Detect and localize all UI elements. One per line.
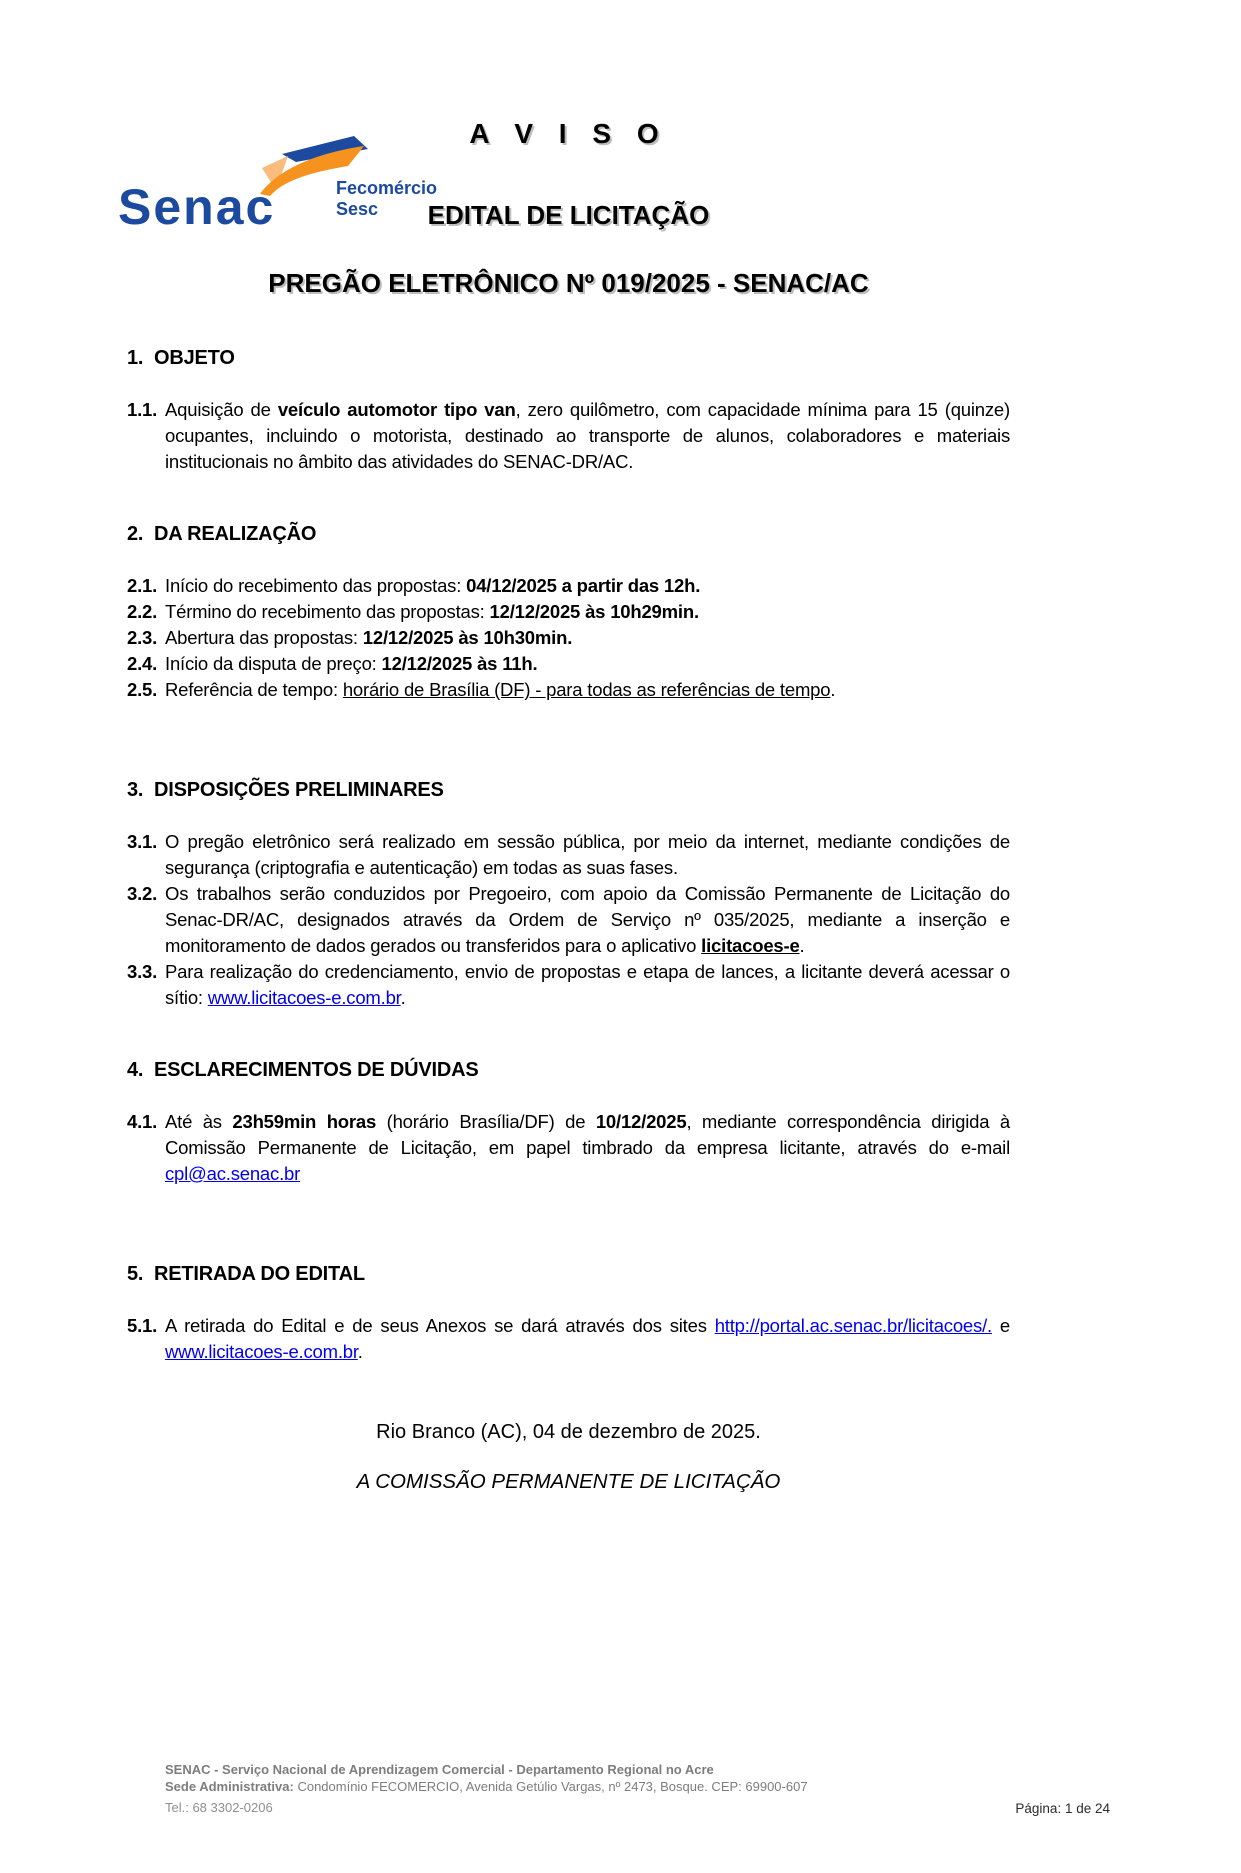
- section-heading: [127, 1263, 1010, 1286]
- text-run: O pregão eletrônico será realizado em sessão pública, por meio da internet, mediante condições de segurança (criptografia e autenticação) em todas as suas fases.: [165, 831, 1010, 878]
- section-title: RETIRADA DO EDITAL: [154, 1263, 365, 1285]
- section-4: [127, 1059, 1010, 1187]
- item-text: [165, 1109, 1010, 1187]
- footer-phone-line: Tel.: 68 3302-0206: [165, 1800, 273, 1815]
- section-title: DISPOSIÇÕES PRELIMINARES: [154, 779, 444, 801]
- text-run: 23h59min horas: [232, 1111, 377, 1132]
- text-run: , zero quilômetro, com capacidade mínima para 15 (quinze) ocupantes, incluindo o motorista, destinado ao transporte de alunos, colaboradores e materiais institucionais no âmbito das atividades do SENAC-DR/AC.: [165, 399, 1010, 472]
- list-item: [127, 651, 1010, 677]
- item-text: [165, 881, 1010, 959]
- text-run: .: [400, 987, 406, 1008]
- list-item: [127, 881, 1010, 959]
- section-number: 3.: [127, 779, 144, 801]
- section-heading: [127, 523, 1010, 546]
- text-run: (horário Brasília/DF) de: [376, 1111, 596, 1132]
- hyperlink[interactable]: www.licitacoes-e.com.br: [207, 987, 401, 1008]
- text-run: licitacoes-e: [701, 935, 800, 956]
- item-text: [165, 677, 1010, 703]
- place-date-line: Rio Branco (AC), 04 de dezembro de 2025.: [376, 1421, 761, 1443]
- section-number: 1.: [127, 347, 144, 369]
- text-run: Abertura das propostas:: [165, 627, 363, 648]
- text-run: .: [357, 1341, 363, 1362]
- item-text: [165, 573, 1010, 599]
- item-text: [165, 397, 1010, 475]
- document-body: [127, 347, 1010, 1365]
- section-5: [127, 1263, 1010, 1365]
- item-text: [165, 651, 1010, 677]
- signature-line: A COMISSÃO PERMANENTE DE LICITAÇÃO: [356, 1470, 781, 1493]
- pregao-reference: PREGÃO ELETRÔNICO Nº 019/2025 - SENAC/AC: [268, 268, 869, 298]
- text-run: Aquisição de: [165, 399, 278, 420]
- text-run: 04/12/2025 a partir das 12h.: [466, 575, 701, 596]
- text-run: , mediante correspondência dirigida à Comissão Permanente de Licitação, em papel timbrado da empresa licitante, através do e-mail: [165, 1111, 1010, 1158]
- footer-address-label: Sede Administrativa:: [165, 1779, 294, 1794]
- list-item: [127, 599, 1010, 625]
- section-3: [127, 779, 1010, 1011]
- document-page: [0, 118, 1241, 1873]
- section-2: [127, 523, 1010, 703]
- item-text: [165, 599, 1010, 625]
- item-number: 2.3.: [127, 627, 158, 648]
- item-number: 3.2.: [127, 883, 158, 904]
- list-item: [127, 397, 1010, 475]
- text-run: Para realização do credenciamento, envio de propostas e etapa de lances, a licitante deverá acessar o sítio:: [165, 961, 1010, 1008]
- footer-org-line: SENAC - Serviço Nacional de Aprendizagem Comercial - Departamento Regional no Acre: [165, 1762, 714, 1777]
- logo-fecomercio-label: Fecomércio: [336, 178, 438, 198]
- text-run: veículo automotor tipo van: [277, 399, 516, 420]
- item-text: [165, 1313, 1010, 1365]
- text-run: horário de Brasília (DF) - para todas as referências de tempo: [342, 679, 831, 700]
- item-number: 1.1.: [127, 399, 158, 420]
- logo-partner-text: [336, 178, 437, 220]
- hyperlink[interactable]: http://portal.ac.senac.br/licitacoes/.: [714, 1315, 992, 1336]
- section-1: [127, 347, 1010, 475]
- logo-brand-text: Senac: [118, 179, 276, 235]
- item-number: 2.5.: [127, 679, 158, 700]
- item-number: 3.1.: [127, 831, 158, 852]
- notice-title: A V I S O: [469, 118, 668, 149]
- list-item: [127, 573, 1010, 599]
- section-heading: [127, 1059, 1010, 1082]
- item-text: [165, 625, 1010, 651]
- section-title: DA REALIZAÇÃO: [154, 523, 317, 545]
- list-item: [127, 677, 1010, 703]
- section-number: 2.: [127, 523, 144, 545]
- section-number: 4.: [127, 1059, 144, 1081]
- footer-address-text: Condomínio FECOMERCIO, Avenida Getúlio Vargas, nº 2473, Bosque. CEP: 69900-607: [293, 1779, 808, 1794]
- item-number: 5.1.: [127, 1315, 158, 1336]
- section-heading: [127, 347, 1010, 370]
- item-number: 4.1.: [127, 1111, 158, 1132]
- hyperlink[interactable]: www.licitacoes-e.com.br: [165, 1341, 358, 1362]
- logo-sesc-label: Sesc: [336, 199, 379, 219]
- text-run: Início do recebimento das propostas:: [165, 575, 467, 596]
- text-run: e: [991, 1315, 1011, 1336]
- page-footer: [165, 1761, 1110, 1816]
- text-run: 12/12/2025 às 10h29min.: [489, 601, 699, 622]
- text-run: 10/12/2025: [595, 1111, 687, 1132]
- section-title: ESCLARECIMENTOS DE DÚVIDAS: [154, 1059, 479, 1081]
- edital-subtitle: EDITAL DE LICITAÇÃO: [427, 200, 710, 230]
- list-item: [127, 829, 1010, 881]
- closing-block: [127, 1421, 1010, 1494]
- section-number: 5.: [127, 1263, 144, 1285]
- list-item: [127, 1109, 1010, 1187]
- text-run: .: [799, 935, 805, 956]
- item-number: 2.4.: [127, 653, 158, 674]
- text-run: Até às: [165, 1111, 233, 1132]
- text-run: Término do recebimento das propostas:: [165, 601, 490, 622]
- item-number: 2.2.: [127, 601, 158, 622]
- list-item: [127, 625, 1010, 651]
- section-heading: [127, 779, 1010, 802]
- text-run: Os trabalhos serão conduzidos por Pregoeiro, com apoio da Comissão Permanente de Licitação do Senac-DR/AC, designados através da Ordem de Serviço nº 035/2025, mediante a inserção e monitoramento de dados gerados ou transferidos para o aplicativo: [165, 883, 1010, 956]
- hyperlink[interactable]: cpl@ac.senac.br: [165, 1163, 301, 1184]
- text-run: A retirada do Edital e de seus Anexos se dará através dos sites: [165, 1315, 715, 1336]
- senac-logo: [118, 138, 438, 233]
- text-run: 12/12/2025 às 11h.: [381, 653, 538, 674]
- item-number: 2.1.: [127, 575, 158, 596]
- item-text: [165, 959, 1010, 1011]
- item-text: [165, 829, 1010, 881]
- section-title: OBJETO: [154, 347, 235, 369]
- text-run: .: [830, 679, 836, 700]
- list-item: [127, 1313, 1010, 1365]
- page-number: Página: 1 de 24: [1015, 1801, 1110, 1816]
- list-item: [127, 959, 1010, 1011]
- text-run: 12/12/2025 às 10h30min.: [362, 627, 573, 648]
- text-run: Referência de tempo:: [165, 679, 343, 700]
- footer-address-block: [165, 1761, 808, 1816]
- item-number: 3.3.: [127, 961, 158, 982]
- text-run: Início da disputa de preço:: [165, 653, 382, 674]
- footer-address-line: [165, 1778, 808, 1795]
